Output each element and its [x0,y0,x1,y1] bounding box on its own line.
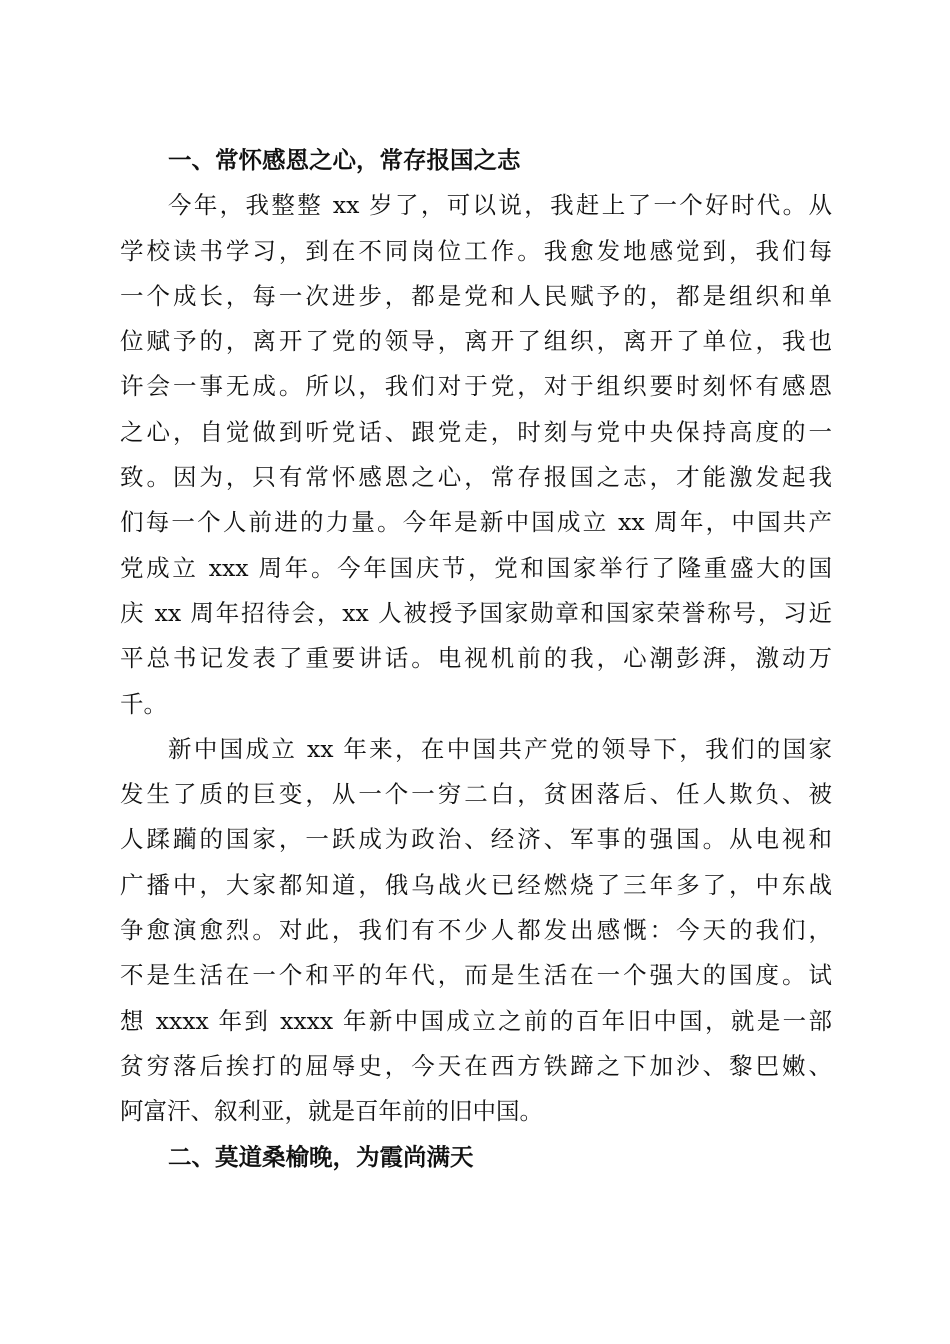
paragraph-line: 发生了质的巨变，从一个一穷二白，贫困落后、任人欺负、被 [120,780,832,809]
paragraph-line: 争愈演愈烈。对此，我们有不少人都发出感慨：今天的我们， [120,916,832,945]
paragraph-line: 一个成长，每一次进步，都是党和人民赋予的，都是组织和单 [120,281,832,310]
paragraph-line: 们每一个人前进的力量。今年是新中国成立 xx 周年，中国共产 [120,508,832,537]
paragraph-line: 今年，我整整 xx 岁了，可以说，我赶上了一个好时代。从 [168,191,832,220]
paragraph-line: 广播中，大家都知道，俄乌战火已经燃烧了三年多了，中东战 [120,870,832,899]
paragraph-line: 党成立 xxx 周年。今年国庆节，党和国家举行了隆重盛大的国 [120,553,832,582]
section-heading-2: 二、莫道桑榆晚，为霞尚满天 [168,1142,474,1171]
paragraph-line: 人蹂躏的国家，一跃成为政治、经济、军事的强国。从电视和 [120,825,832,854]
paragraph-line: 想 xxxx 年到 xxxx 年新中国成立之前的百年旧中国，就是一部 [120,1006,832,1035]
paragraph-line: 贫穷落后挨打的屈辱史，今天在西方铁蹄之下加沙、黎巴嫩、 [120,1051,832,1080]
paragraph-line: 位赋予的，离开了党的领导，离开了组织，离开了单位，我也 [120,327,832,356]
section-heading-1: 一、常怀感恩之心，常存报国之志 [168,146,521,174]
paragraph-2 [120,727,832,1135]
paragraph-line: 致。因为，只有常怀感恩之心，常存报国之志，才能激发起我 [120,463,832,492]
paragraph-line: 阿富汗、叙利亚，就是百年前的旧中国。 [120,1097,543,1126]
paragraph-line: 庆 xx 周年招待会，xx 人被授予国家勋章和国家荣誉称号，习近 [120,598,832,627]
paragraph-line: 不是生活在一个和平的年代，而是生活在一个强大的国度。试 [120,961,832,990]
paragraph-line: 许会一事无成。所以，我们对于党，对于组织要时刻怀有感恩 [120,372,832,401]
paragraph-line: 平总书记发表了重要讲话。电视机前的我，心潮彭湃，激动万 [120,644,832,673]
paragraph-1 [120,183,832,727]
document-body [120,138,832,1180]
paragraph-line: 新中国成立 xx 年来，在中国共产党的领导下，我们的国家 [168,734,832,763]
paragraph-line: 千。 [120,689,167,718]
paragraph-line: 之心，自觉做到听党话、跟党走，时刻与党中央保持高度的一 [120,417,832,446]
paragraph-line: 学校读书学习，到在不同岗位工作。我愈发地感觉到，我们每 [120,236,832,265]
